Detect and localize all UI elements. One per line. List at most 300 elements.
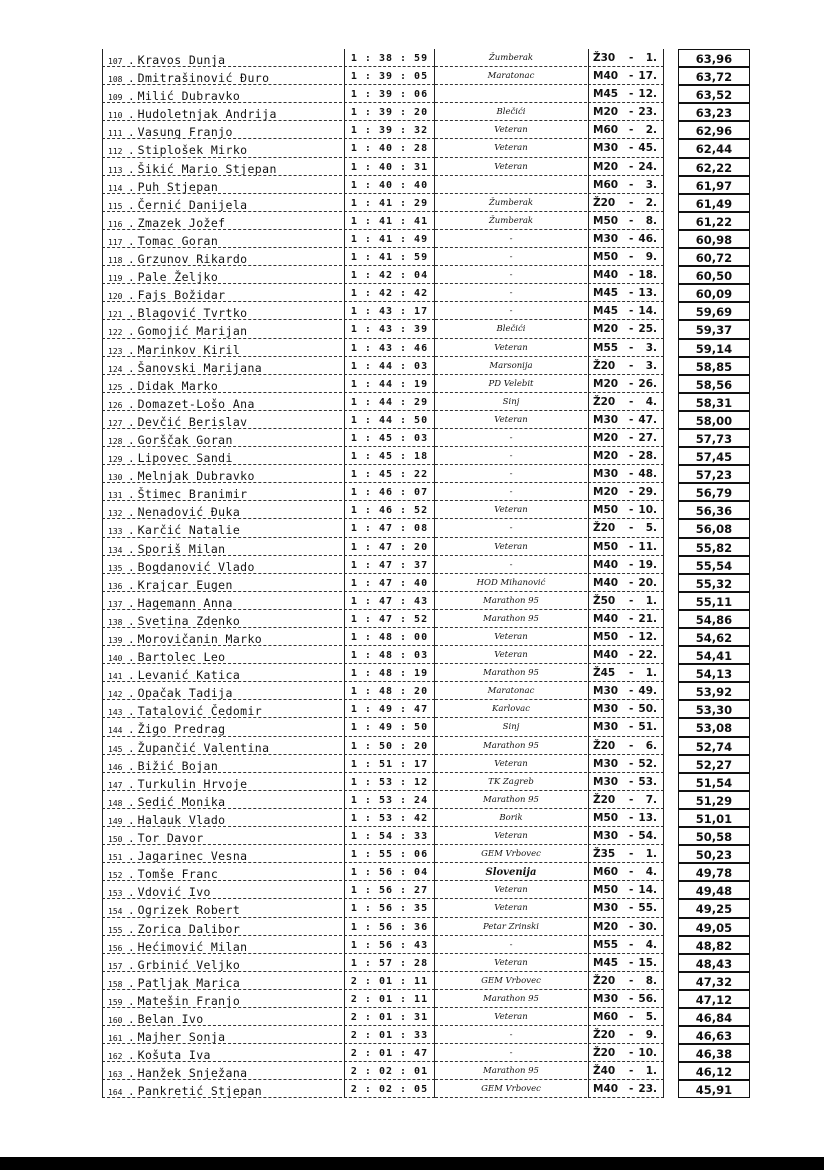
category-dash: - <box>629 468 634 481</box>
table-row <box>102 718 752 736</box>
category-place: 10. <box>638 504 657 517</box>
runner-cell <box>102 881 342 899</box>
points-value: 53,92 <box>678 682 750 700</box>
runner-cell <box>102 592 342 610</box>
table-row <box>102 1044 752 1062</box>
rank-separator: . <box>128 958 135 972</box>
runner-name: Milić Dubravko <box>137 89 241 104</box>
rank-number: 154 <box>108 907 123 917</box>
club-name: Borik <box>435 809 587 827</box>
finish-time: 2 : 02 : 05 <box>344 1080 435 1098</box>
runner-name: Grzunov Rikardo <box>137 252 248 267</box>
club-name: Veteran <box>435 158 587 176</box>
category-cell <box>588 718 664 736</box>
category-code: M40 <box>593 576 619 589</box>
runner-cell <box>102 429 342 447</box>
table-row <box>102 411 752 429</box>
category-cell <box>588 139 664 157</box>
finish-time: 2 : 01 : 11 <box>344 972 435 990</box>
finish-time: 1 : 43 : 39 <box>344 320 435 338</box>
category-code: M40 <box>593 612 619 625</box>
rank-number: 119 <box>108 274 123 284</box>
category-cell <box>588 429 664 447</box>
category-cell <box>588 1026 664 1044</box>
category-place: 54. <box>638 830 657 843</box>
rank-number: 112 <box>108 147 123 157</box>
category-dash: - <box>629 685 634 698</box>
category-dash: - <box>629 106 634 119</box>
points-value: 63,96 <box>678 49 750 67</box>
category-code: Ž20 <box>593 1047 616 1060</box>
category-code: M20 <box>593 486 619 499</box>
rank-separator: . <box>128 596 135 610</box>
category-dash: - <box>629 848 634 861</box>
category-place: 7. <box>645 793 657 806</box>
category-dash: - <box>629 884 634 897</box>
points-value: 54,41 <box>678 646 750 664</box>
category-place: 4. <box>645 938 657 951</box>
category-place: 51. <box>638 721 657 734</box>
table-row <box>102 538 752 556</box>
finish-time: 1 : 45 : 22 <box>344 465 435 483</box>
table-row <box>102 682 752 700</box>
table-row <box>102 918 752 936</box>
rank-separator: . <box>128 325 135 339</box>
category-place: 25. <box>638 323 657 336</box>
finish-time: 1 : 44 : 03 <box>344 357 435 375</box>
points-value: 47,12 <box>678 990 750 1008</box>
finish-time: 1 : 49 : 47 <box>344 700 435 718</box>
category-cell <box>588 447 664 465</box>
table-row <box>102 483 752 501</box>
finish-time: 1 : 43 : 46 <box>344 339 435 357</box>
runner-name: Vdović Ivo <box>137 885 211 900</box>
finish-time: 1 : 42 : 42 <box>344 284 435 302</box>
club-name: Sinj <box>435 718 587 736</box>
points-value: 47,32 <box>678 972 750 990</box>
category-dash: - <box>629 920 634 933</box>
category-cell <box>588 375 664 393</box>
category-code: M45 <box>593 287 619 300</box>
finish-time: 1 : 47 : 37 <box>344 556 435 574</box>
club-name: - <box>435 465 587 483</box>
points-value: 54,13 <box>678 664 750 682</box>
category-cell <box>588 556 664 574</box>
club-name: Marathon 95 <box>435 791 587 809</box>
rank-number: 162 <box>108 1052 123 1062</box>
category-cell <box>588 103 664 121</box>
rank-number: 149 <box>108 816 123 826</box>
runner-cell <box>102 49 342 67</box>
finish-time: 2 : 01 : 11 <box>344 990 435 1008</box>
runner-name: Tatalović Čedomir <box>137 704 263 719</box>
category-place: 23. <box>638 106 657 119</box>
category-cell <box>588 302 664 320</box>
rank-separator: . <box>128 361 135 375</box>
rank-separator: . <box>128 397 135 411</box>
category-dash: - <box>629 974 634 987</box>
category-dash: - <box>629 52 634 64</box>
points-value: 50,58 <box>678 827 750 845</box>
category-cell <box>588 320 664 338</box>
rank-number: 107 <box>108 57 123 66</box>
category-place: 6. <box>645 739 657 752</box>
runner-name: Stiplošek Mirko <box>137 143 248 158</box>
category-dash: - <box>629 431 634 444</box>
category-code: M60 <box>593 124 619 137</box>
category-cell <box>588 501 664 519</box>
rank-number: 139 <box>108 636 123 645</box>
category-place: 49. <box>638 685 657 698</box>
club-name: Slovenija <box>435 863 587 881</box>
rank-number: 156 <box>108 943 123 953</box>
runner-cell <box>102 682 342 700</box>
points-value: 49,25 <box>678 899 750 917</box>
category-code: M30 <box>593 468 619 481</box>
points-value: 46,12 <box>678 1062 750 1080</box>
category-dash: - <box>629 739 634 752</box>
rank-separator: . <box>128 126 135 140</box>
table-row <box>102 863 752 881</box>
finish-time: 1 : 38 : 59 <box>344 49 435 67</box>
category-cell <box>588 755 664 773</box>
category-place: 12. <box>638 88 657 101</box>
category-dash: - <box>629 450 634 463</box>
runner-cell <box>102 158 342 176</box>
category-cell <box>588 990 664 1008</box>
table-row <box>102 121 752 139</box>
points-value: 51,29 <box>678 791 750 809</box>
club-name: Karlovac <box>435 700 587 718</box>
runner-name: Pale Željko <box>137 270 219 285</box>
rank-number: 157 <box>108 961 123 971</box>
category-code: M20 <box>593 106 619 119</box>
category-dash: - <box>629 811 634 824</box>
category-cell <box>588 212 664 230</box>
rank-separator: . <box>128 940 135 954</box>
category-place: 24. <box>638 160 657 173</box>
points-value: 63,23 <box>678 103 750 121</box>
runner-cell <box>102 230 342 248</box>
category-cell <box>588 574 664 592</box>
category-code: M30 <box>593 721 619 734</box>
category-cell <box>588 67 664 85</box>
finish-time: 1 : 48 : 20 <box>344 682 435 700</box>
runner-name: Košuta Iva <box>137 1048 211 1063</box>
category-place: 2. <box>645 124 657 137</box>
category-place: 13. <box>638 811 657 824</box>
club-name: - <box>435 936 587 954</box>
runner-name: Opačak Tadija <box>137 686 233 701</box>
points-value: 54,62 <box>678 628 750 646</box>
runner-name: Sporiš Milan <box>137 541 226 556</box>
runner-cell <box>102 393 342 411</box>
points-value: 62,44 <box>678 139 750 157</box>
finish-time: 1 : 56 : 43 <box>344 936 435 954</box>
rank-number: 163 <box>108 1070 123 1080</box>
runner-cell <box>102 357 342 375</box>
category-code: Ž20 <box>593 793 616 806</box>
points-value: 56,08 <box>678 519 750 537</box>
rank-separator: . <box>128 705 135 719</box>
category-code: M45 <box>593 956 619 969</box>
category-dash: - <box>629 866 634 879</box>
runner-cell <box>102 610 342 628</box>
table-row <box>102 49 752 67</box>
table-row <box>102 302 752 320</box>
rank-separator: . <box>128 886 135 900</box>
club-name: - <box>435 248 587 266</box>
runner-cell <box>102 628 342 646</box>
category-code: M50 <box>593 504 619 517</box>
rank-separator: . <box>128 687 135 701</box>
points-value: 59,37 <box>678 320 750 338</box>
scan-edge-bar <box>0 1157 824 1170</box>
runner-cell <box>102 1026 342 1044</box>
category-code: M30 <box>593 902 619 915</box>
club-name: Veteran <box>435 121 587 139</box>
category-code: M50 <box>593 540 619 553</box>
table-row <box>102 1080 752 1098</box>
finish-time: 1 : 56 : 35 <box>344 899 435 917</box>
category-code: M50 <box>593 631 619 643</box>
category-code: M40 <box>593 269 619 282</box>
category-cell <box>588 936 664 954</box>
table-row <box>102 845 752 863</box>
category-place: 18. <box>638 269 657 282</box>
runner-cell <box>102 248 342 266</box>
points-value: 55,82 <box>678 538 750 556</box>
club-name: Veteran <box>435 881 587 899</box>
category-code: Ž30 <box>593 52 616 64</box>
category-place: 3. <box>645 341 657 354</box>
rank-separator: . <box>128 289 135 303</box>
finish-time: 1 : 51 : 17 <box>344 755 435 773</box>
finish-time: 1 : 53 : 42 <box>344 809 435 827</box>
category-place: 19. <box>638 558 657 571</box>
finish-time: 1 : 42 : 04 <box>344 266 435 284</box>
category-dash: - <box>629 232 634 245</box>
table-row <box>102 284 752 302</box>
points-value: 49,48 <box>678 881 750 899</box>
rank-separator: . <box>128 180 135 194</box>
rank-number: 150 <box>108 835 123 845</box>
table-row <box>102 519 752 537</box>
finish-time: 1 : 41 : 59 <box>344 248 435 266</box>
category-code: Ž20 <box>593 974 616 987</box>
category-dash: - <box>629 395 634 408</box>
category-cell <box>588 899 664 917</box>
finish-time: 1 : 56 : 27 <box>344 881 435 899</box>
runner-cell <box>102 339 342 357</box>
category-cell <box>588 284 664 302</box>
rank-separator: . <box>128 72 135 86</box>
points-value: 60,09 <box>678 284 750 302</box>
category-place: 14. <box>638 884 657 897</box>
rank-number: 125 <box>108 382 123 392</box>
runner-cell <box>102 936 342 954</box>
runner-name: Turkulin Hrvoje <box>137 776 248 791</box>
finish-time: 1 : 47 : 40 <box>344 574 435 592</box>
finish-time: 1 : 47 : 20 <box>344 538 435 556</box>
club-name: HOD Mihanović <box>435 574 587 592</box>
runner-cell <box>102 139 342 157</box>
runner-cell <box>102 972 342 990</box>
table-row <box>102 1008 752 1026</box>
category-cell <box>588 972 664 990</box>
club-name: Veteran <box>435 538 587 556</box>
points-value: 46,63 <box>678 1026 750 1044</box>
club-name: - <box>435 556 587 574</box>
points-value: 58,85 <box>678 357 750 375</box>
category-cell <box>588 230 664 248</box>
runner-name: Svetina Zdenko <box>137 613 241 628</box>
rank-number: 152 <box>108 871 123 881</box>
table-row <box>102 85 752 103</box>
category-cell <box>588 700 664 718</box>
rank-number: 148 <box>108 798 123 808</box>
category-dash: - <box>629 142 634 155</box>
rank-separator: . <box>128 850 135 864</box>
runner-name: Fajs Božidar <box>137 288 226 303</box>
rank-number: 161 <box>108 1034 123 1044</box>
rank-separator: . <box>128 976 135 990</box>
club-name: GEM Vrbovec <box>435 845 587 863</box>
finish-time: 1 : 41 : 29 <box>344 194 435 212</box>
category-code: Ž20 <box>593 395 616 408</box>
rank-separator: . <box>128 452 135 466</box>
table-row <box>102 827 752 845</box>
rank-separator: . <box>128 832 135 846</box>
category-cell <box>588 248 664 266</box>
rank-number: 121 <box>108 310 123 320</box>
category-place: 45. <box>638 142 657 155</box>
points-value: 50,23 <box>678 845 750 863</box>
points-value: 53,08 <box>678 718 750 736</box>
category-cell <box>588 592 664 610</box>
runner-cell <box>102 664 342 682</box>
runner-name: Zmazek Jožef <box>137 215 226 230</box>
category-cell <box>588 121 664 139</box>
club-name: Marathon 95 <box>435 610 587 628</box>
category-place: 1. <box>645 667 657 680</box>
runner-cell <box>102 103 342 121</box>
points-value: 45,91 <box>678 1080 750 1098</box>
rank-separator: . <box>128 813 135 827</box>
rank-separator: . <box>128 144 135 158</box>
runner-cell <box>102 737 342 755</box>
points-value: 55,32 <box>678 574 750 592</box>
table-row <box>102 429 752 447</box>
rank-separator: . <box>128 542 135 556</box>
rank-separator: . <box>128 1012 135 1026</box>
rank-separator: . <box>128 669 135 683</box>
category-place: 2. <box>645 196 657 209</box>
category-code: M20 <box>593 377 619 390</box>
runner-cell <box>102 556 342 574</box>
runner-cell <box>102 755 342 773</box>
club-name: Maratonac <box>435 682 587 700</box>
category-place: 47. <box>638 413 657 426</box>
category-dash: - <box>629 70 634 83</box>
category-place: 21. <box>638 612 657 625</box>
table-row <box>102 103 752 121</box>
rank-separator: . <box>128 1067 135 1081</box>
category-cell <box>588 357 664 375</box>
points-value: 53,30 <box>678 700 750 718</box>
runner-cell <box>102 1062 342 1080</box>
category-place: 1. <box>645 1065 657 1078</box>
category-dash: - <box>629 992 634 1005</box>
table-row <box>102 230 752 248</box>
points-value: 51,54 <box>678 773 750 791</box>
club-name: Marsonija <box>435 357 587 375</box>
rank-separator: . <box>128 904 135 918</box>
category-dash: - <box>629 1083 634 1096</box>
runner-cell <box>102 827 342 845</box>
category-cell <box>588 737 664 755</box>
club-name: - <box>435 1044 587 1062</box>
club-name: Marathon 95 <box>435 737 587 755</box>
category-dash: - <box>629 1065 634 1078</box>
rank-separator: . <box>128 234 135 248</box>
runner-name: Šikić Mario Stjepan <box>137 161 277 176</box>
category-code: Ž20 <box>593 359 616 372</box>
category-dash: - <box>629 269 634 282</box>
rank-number: 117 <box>108 237 123 247</box>
category-cell <box>588 863 664 881</box>
runner-name: Krajcar Eugen <box>137 577 233 592</box>
points-value: 60,50 <box>678 266 750 284</box>
table-row <box>102 972 752 990</box>
category-place: 46. <box>638 232 657 245</box>
club-name: Petar Zrinski <box>435 918 587 936</box>
table-row <box>102 936 752 954</box>
category-dash: - <box>629 88 634 101</box>
finish-time: 1 : 56 : 36 <box>344 918 435 936</box>
category-code: M40 <box>593 649 619 662</box>
runner-cell <box>102 411 342 429</box>
rank-number: 115 <box>108 201 123 211</box>
category-dash: - <box>629 576 634 589</box>
rank-number: 133 <box>108 527 123 537</box>
category-dash: - <box>629 703 634 716</box>
rank-separator: . <box>128 415 135 429</box>
finish-time: 1 : 39 : 06 <box>344 85 435 103</box>
points-value: 52,27 <box>678 755 750 773</box>
category-code: M30 <box>593 413 619 426</box>
category-place: 29. <box>638 486 657 499</box>
rank-separator: . <box>128 651 135 665</box>
rank-separator: . <box>128 741 135 755</box>
rank-number: 144 <box>108 726 123 736</box>
runner-name: Gomojić Marijan <box>137 324 248 339</box>
category-dash: - <box>629 938 634 951</box>
club-name: Veteran <box>435 1008 587 1026</box>
finish-time: 1 : 40 : 28 <box>344 139 435 157</box>
category-code: Ž40 <box>593 1065 616 1078</box>
runner-cell <box>102 266 342 284</box>
club-name: Žumberak <box>435 49 587 67</box>
category-dash: - <box>629 323 634 336</box>
category-place: 8. <box>645 974 657 987</box>
runner-cell <box>102 85 342 103</box>
table-row <box>102 139 752 157</box>
category-place: 52. <box>638 757 657 770</box>
club-name: Veteran <box>435 755 587 773</box>
category-cell <box>588 1008 664 1026</box>
category-dash: - <box>629 341 634 354</box>
